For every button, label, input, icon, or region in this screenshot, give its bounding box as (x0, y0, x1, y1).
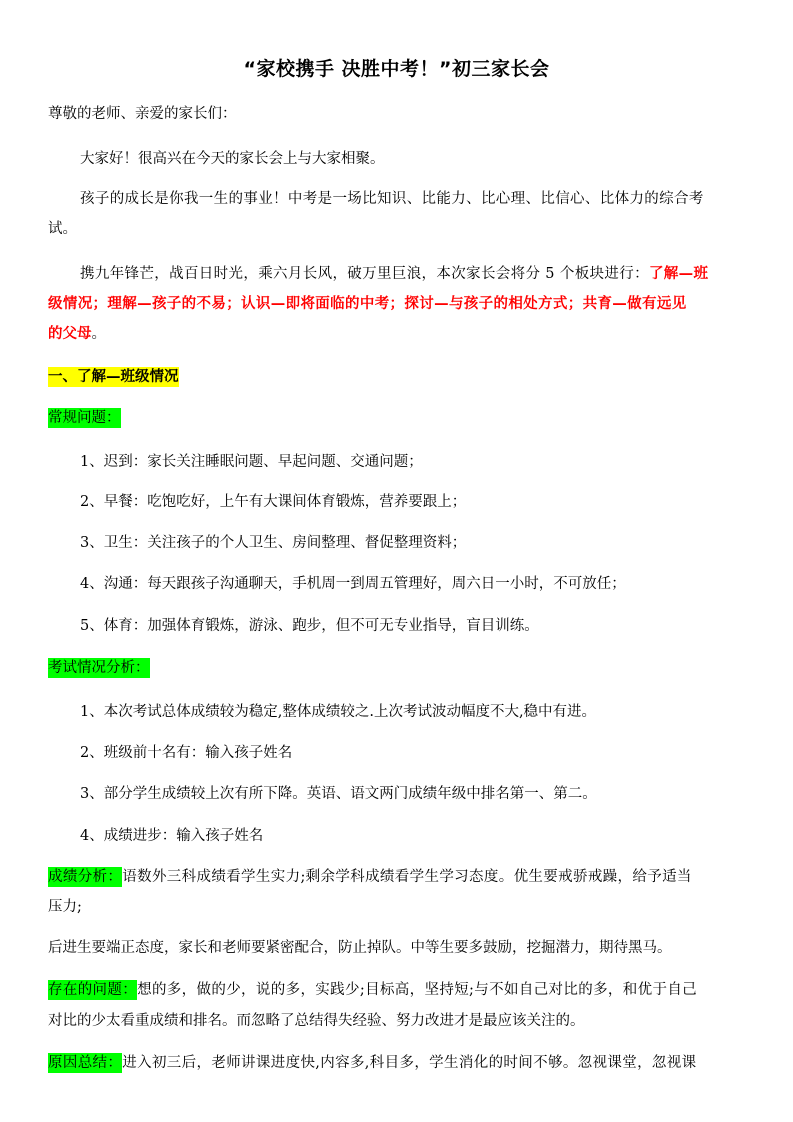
page-title: “家校携手 决胜中考！”初三家长会 (243, 58, 550, 80)
list-item: 4、成绩进步：输入孩子姓名 (80, 828, 264, 844)
exam-analysis-label: 考试情况分析： (48, 660, 150, 676)
problems-label: 存在的问题： (48, 982, 138, 998)
list-item: 3、部分学生成绩较上次有所下降。英语、语文两门成绩年级中排名第一、第二。 (80, 786, 597, 802)
reasons-text: 进入初三后，老师讲课进度快,内容多,科目多，学生消化的时间不够。忽视课堂，忽视课 (122, 1055, 697, 1071)
list-item: 3、卫生：关注孩子的个人卫生、房间整理、督促整理资料； (80, 535, 467, 551)
problems-text: 想的多，做的少，说的多，实践少;目标高，坚持短;与不如自己对比的多，和优于自己 (137, 982, 698, 998)
reasons-label: 原因总结： (48, 1055, 123, 1071)
score-analysis-label: 成绩分析： (48, 869, 123, 885)
section-heading-text: 一、了解—班级情况 (48, 369, 179, 385)
agenda-period: 。 (91, 326, 106, 342)
score-analysis-text: 语数外三科成绩看学生实力;剩余学科成绩看学生学习态度。优生要戒骄戒躁，给予适当 (122, 869, 692, 885)
list-item: 1、本次考试总体成绩较为稳定,整体成绩较之.上次考试波动幅度不大,稳中有进。 (80, 704, 597, 720)
reasons-line1 (48, 1053, 748, 1073)
paragraph-agenda-line3 (48, 324, 748, 344)
score-analysis-line2: 压力; (48, 899, 82, 915)
score-analysis-line3: 后进生要端正态度，家长和老师要紧密配合，防止掉队。中等生要多鼓励，挖掘潜力，期待黑马。 (48, 940, 672, 956)
score-analysis-line1 (48, 867, 748, 887)
exam-label-line (48, 658, 748, 678)
list-item: 5、体育：加强体育锻炼，游泳、跑步，但不可无专业指导，盲目训练。 (80, 618, 539, 634)
routine-label-line (48, 408, 748, 428)
list-item: 4、沟通：每天跟孩子沟通聊天，手机周一到周五管理好，周六日一小时，不可放任； (80, 576, 626, 592)
agenda-highlight-start: 了解—班 (648, 266, 709, 282)
paragraph-agenda-line2: 级情况；理解—孩子的不易；认识—即将面临的中考；探讨—与孩子的相处方式；共育—做有远见 (48, 296, 687, 312)
paragraph-growth-line2: 试。 (48, 221, 77, 237)
list-item: 2、班级前十名有：输入孩子姓名 (80, 745, 293, 761)
paragraph-welcome: 大家好！很高兴在今天的家长会上与大家相聚。 (80, 151, 385, 167)
routine-label: 常规问题： (48, 410, 121, 426)
list-item: 2、早餐：吃饱吃好，上午有大课间体育锻炼，营养要跟上； (80, 494, 467, 510)
agenda-intro-text: 携九年锋芒，战百日时光，乘六月长风，破万里巨浪，本次家长会将分 5 个板块进行： (80, 266, 649, 282)
paragraph-agenda-line1 (80, 264, 780, 284)
greeting: 尊敬的老师、亲爱的家长们： (48, 106, 237, 122)
paragraph-growth-line1: 孩子的成长是你我一生的事业！中考是一场比知识、比能力、比心理、比信心、比体力的综合考 (80, 191, 704, 207)
list-item: 1、迟到：家长关注睡眠问题、早起问题、交通问题； (80, 454, 423, 470)
section-heading (48, 367, 748, 387)
agenda-highlight-end: 的父母 (48, 326, 92, 342)
problems-line2: 对比的少太看重成绩和排名。而忽略了总结得失经验、努力改进才是最应该关注的。 (48, 1013, 585, 1029)
problems-line1 (48, 980, 748, 1000)
